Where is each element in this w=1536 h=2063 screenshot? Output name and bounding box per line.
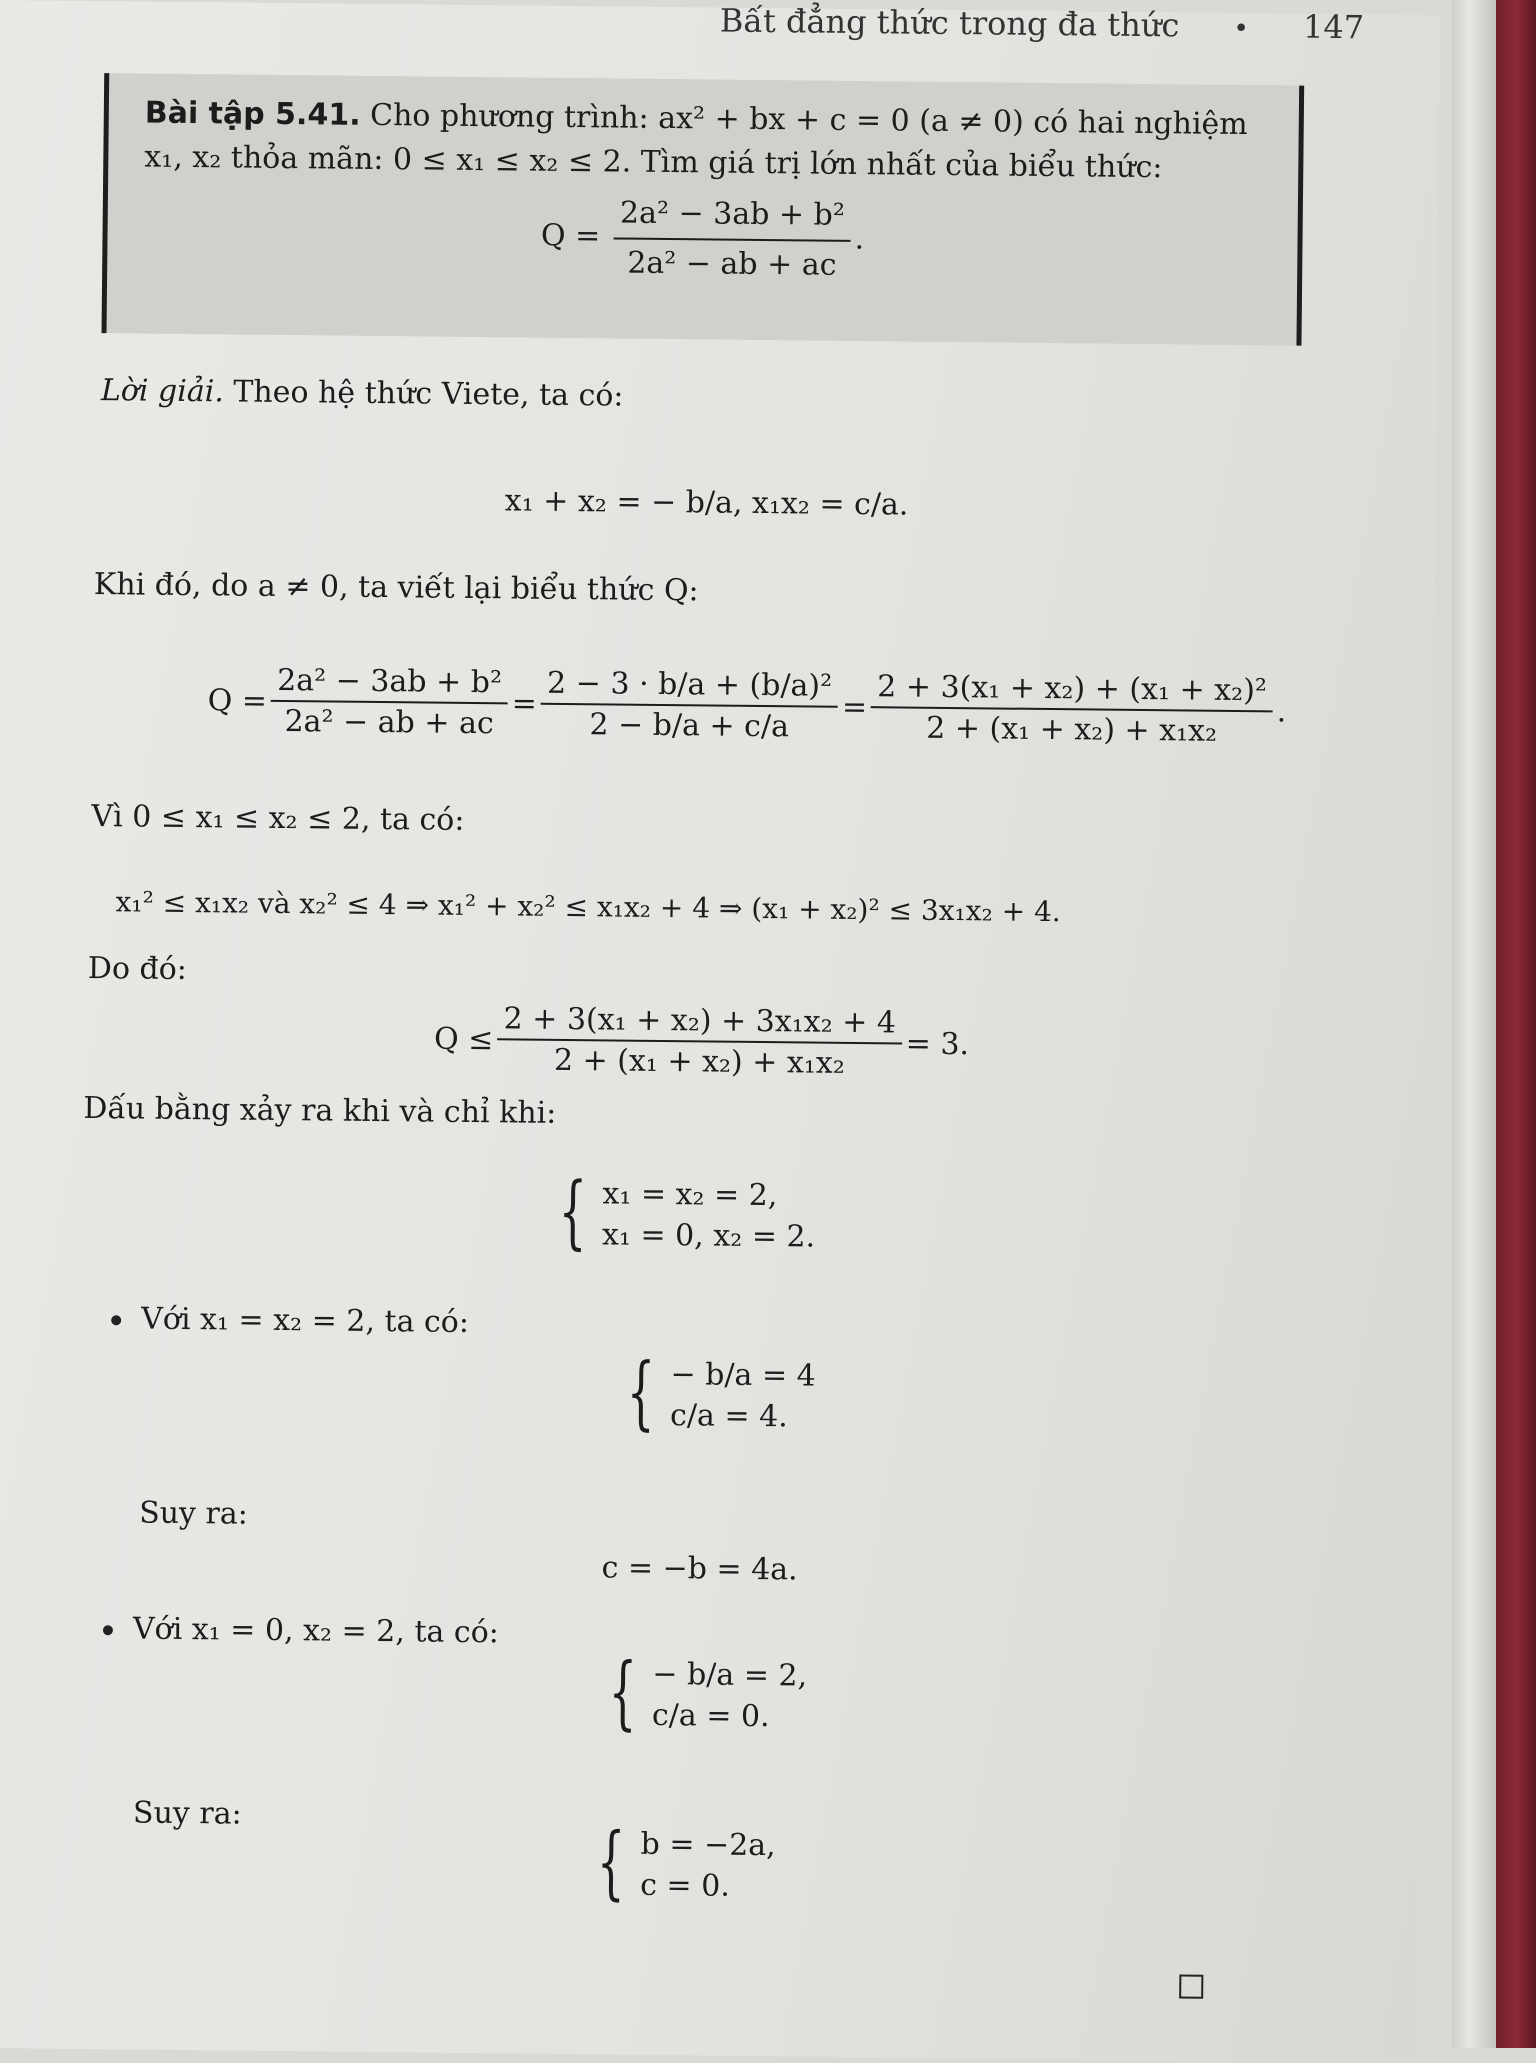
exercise-formula: Q = $\frac{\text{2a² − 3ab + b²}}{\text{2a² − ab + ac}}$ . bbox=[143, 187, 1262, 292]
case2-intro bbox=[103, 1611, 499, 1650]
exercise-box bbox=[102, 73, 1305, 346]
bound-den: 2 + (x₁ + x₂) + x₁x₂ bbox=[553, 1042, 846, 1081]
case2-result-system: { b = −2a, c = 0. bbox=[596, 1815, 776, 1909]
bullet-icon bbox=[103, 1625, 113, 1635]
q1-den: 2a² − ab + ac bbox=[284, 704, 494, 742]
case2-result-1: b = −2a, bbox=[640, 1826, 776, 1864]
case2-row1: − b/a = 2, bbox=[652, 1656, 808, 1694]
page-edge bbox=[1452, 0, 1496, 2048]
chapter-title: Bất đẳng thức trong đa thức bbox=[719, 1, 1180, 45]
equality-text: Dấu bằng xảy ra khi và chỉ khi: bbox=[83, 1090, 557, 1131]
exercise-statement-1: Cho phương trình: ax² + bx + c = 0 (a ≠ 0) có hai nghiệm bbox=[369, 97, 1248, 143]
formula-denominator: 2a² − ab + ac bbox=[627, 245, 837, 283]
case1-result: c = −b = 4a. bbox=[601, 1550, 798, 1588]
solution-label: Lời giải. bbox=[100, 373, 225, 410]
q1-num: 2a² − 3ab + b² bbox=[271, 663, 508, 704]
formula-fraction bbox=[613, 191, 851, 286]
case1-then: Suy ra: bbox=[138, 1495, 249, 1532]
q-bound: Q ≤ $\frac{\text{2 + 3(x₁ + x₂) + 3x₁x₂ + 4}}{\text{2 + (x₁ + x₂) + x₁x₂}}$ = 3. bbox=[433, 1001, 970, 1081]
bullet-icon bbox=[111, 1315, 121, 1325]
page-number: 147 bbox=[1302, 7, 1365, 47]
qed-square-icon bbox=[1179, 1974, 1203, 1998]
solution-intro-text: Theo hệ thức Viete, ta có: bbox=[233, 374, 624, 414]
case1-row2: c/a = 4. bbox=[669, 1398, 788, 1435]
case1-row1: − b/a = 4 bbox=[670, 1357, 816, 1394]
eq-case-2: x₁ = 0, x₂ = 2. bbox=[601, 1217, 816, 1255]
book-cover bbox=[1496, 0, 1536, 2048]
running-header bbox=[720, 2, 1365, 47]
equality-system: { x₁ = x₂ = 2, x₁ = 0, x₂ = 2. bbox=[558, 1164, 816, 1259]
case2-then: Suy ra: bbox=[132, 1795, 242, 1832]
case2-intro-text: Với x₁ = 0, x₂ = 2, ta có: bbox=[132, 1611, 500, 1651]
formula-lhs: Q = bbox=[540, 218, 601, 254]
q3-den: 2 + (x₁ + x₂) + x₁x₂ bbox=[926, 710, 1218, 749]
q-rewrite: Q = $\frac{\text{2a² − 3ab + b²}}{\text{2a² − ab + ac}}$ = $\frac{\text{2 − 3 · b/a + (b/a)²}}{2 - b/a + c/a}$ = $\frac{\text{2 + 3(x₁ + x₂) + (x₁ + x₂)²}}{\text{2 + (x₁ + x₂) + x₁x₂}}$ . bbox=[207, 662, 1287, 749]
case2-system: { − b/a = 2, c/a = 0. bbox=[608, 1645, 808, 1739]
case2-result-2: c = 0. bbox=[640, 1867, 731, 1904]
viete-formula: x₁ + x₂ = − b/a, x₁x₂ = c/a. bbox=[504, 483, 909, 523]
exercise-label: Bài tập 5.41. bbox=[144, 95, 361, 133]
inequality-chain: x₁² ≤ x₁x₂ và x₂² ≤ 4 ⇒ x₁² + x₂² ≤ x₁x₂ + 4 ⇒ (x₁ + x₂)² ≤ 3x₁x₂ + 4. bbox=[115, 885, 1061, 929]
bound-rhs: = 3. bbox=[905, 1026, 970, 1062]
header-separator: • bbox=[1233, 13, 1250, 45]
q2-num: 2 − 3 · b/a + (b/a)² bbox=[541, 666, 838, 708]
case1-intro bbox=[111, 1301, 469, 1340]
case1-system: { − b/a = 4 c/a = 4. bbox=[626, 1345, 816, 1439]
rewrite-text: Khi đó, do a ≠ 0, ta viết lại biểu thức Q: bbox=[93, 567, 699, 609]
since-text: Vì 0 ≤ x₁ ≤ x₂ ≤ 2, ta có: bbox=[91, 799, 465, 838]
case1-intro-text: Với x₁ = x₂ = 2, ta có: bbox=[141, 1301, 470, 1340]
eq-case-1: x₁ = x₂ = 2, bbox=[602, 1176, 778, 1214]
q2-den: 2 − b/a + c/a bbox=[589, 707, 790, 745]
formula-numerator: 2a² − 3ab + b² bbox=[614, 191, 851, 241]
exercise-statement-2: x₁, x₂ thỏa mãn: 0 ≤ x₁ ≤ x₂ ≤ 2. Tìm giá trị lớn nhất của biểu thức: bbox=[144, 139, 1163, 185]
case2-row2: c/a = 0. bbox=[651, 1697, 770, 1735]
solution-intro bbox=[101, 373, 624, 413]
q3-num: 2 + 3(x₁ + x₂) + (x₁ + x₂)² bbox=[871, 669, 1273, 712]
bound-num: 2 + 3(x₁ + x₂) + 3x₁x₂ + 4 bbox=[497, 1001, 902, 1044]
therefore-text: Do đó: bbox=[87, 950, 188, 988]
